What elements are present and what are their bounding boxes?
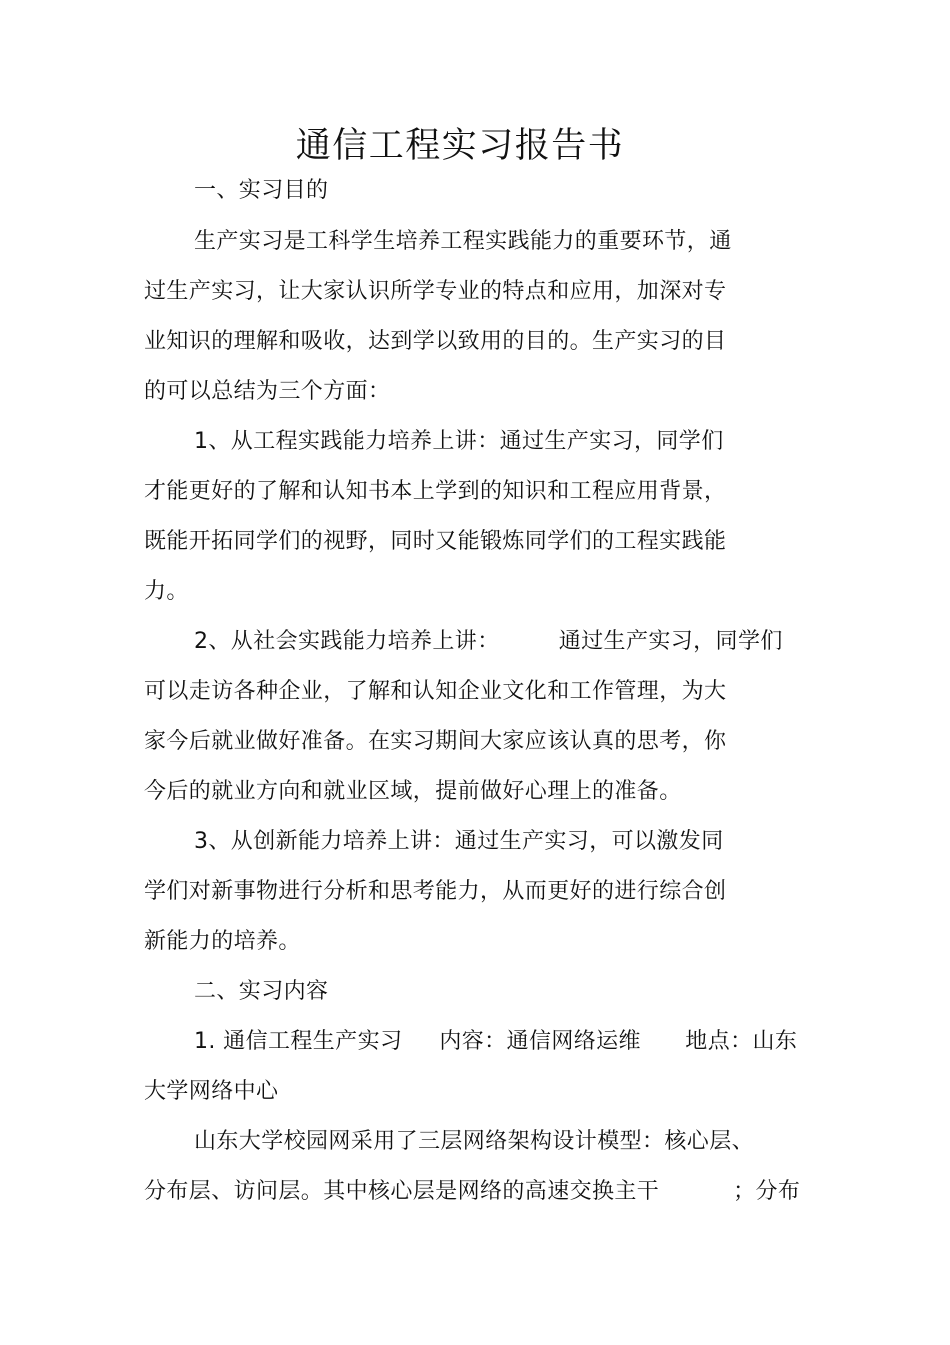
- paragraph-line: 家今后就业做好准备。在实习期间大家应该认真的思考，你: [144, 729, 727, 754]
- document-title: 通信工程实习报告书: [295, 126, 625, 166]
- paragraph-line: 业知识的理解和吸收，达到学以致用的目的。生产实习的目: [144, 329, 727, 354]
- paragraph-line: 大学网络中心: [144, 1079, 279, 1104]
- paragraph-line: 的可以总结为三个方面：: [144, 379, 391, 404]
- paragraph-line: 学们对新事物进行分析和思考能力，从而更好的进行综合创: [144, 879, 727, 904]
- paragraph-line: 既能开拓同学们的视野，同时又能锻炼同学们的工程实践能: [144, 529, 727, 554]
- paragraph-line: 生产实习是工科学生培养工程实践能力的重要环节，通: [194, 229, 732, 254]
- paragraph-line: 今后的就业方向和就业区域，提前做好心理上的准备。: [144, 779, 682, 804]
- paragraph-line: 2、从社会实践能力培养上讲： 通过生产实习，同学们: [194, 629, 783, 654]
- paragraph-line: 分布层、访问层。其中核心层是网络的高速交换主干 ；分布: [144, 1179, 801, 1204]
- section-heading-purpose: 一、实习目的: [194, 178, 329, 203]
- paragraph-line: 新能力的培养。: [144, 929, 301, 954]
- paragraph-line: 3、从创新能力培养上讲：通过生产实习，可以激发同: [194, 829, 724, 854]
- paragraph-line: 才能更好的了解和认知书本上学到的知识和工程应用背景，: [144, 479, 727, 504]
- paragraph-line: 1、从工程实践能力培养上讲：通过生产实习，同学们: [194, 429, 724, 454]
- paragraph-line: 过生产实习，让大家认识所学专业的特点和应用，加深对专: [144, 279, 727, 304]
- paragraph-line: 可以走访各种企业，了解和认知企业文化和工作管理，为大: [144, 679, 727, 704]
- section-heading-content: 二、实习内容: [194, 979, 329, 1004]
- paragraph-line: 1. 通信工程生产实习 内容：通信网络运维 地点：山东: [194, 1029, 798, 1054]
- paragraph-line: 山东大学校园网采用了三层网络架构设计模型：核心层、: [194, 1129, 755, 1154]
- paragraph-line: 力。: [144, 579, 189, 604]
